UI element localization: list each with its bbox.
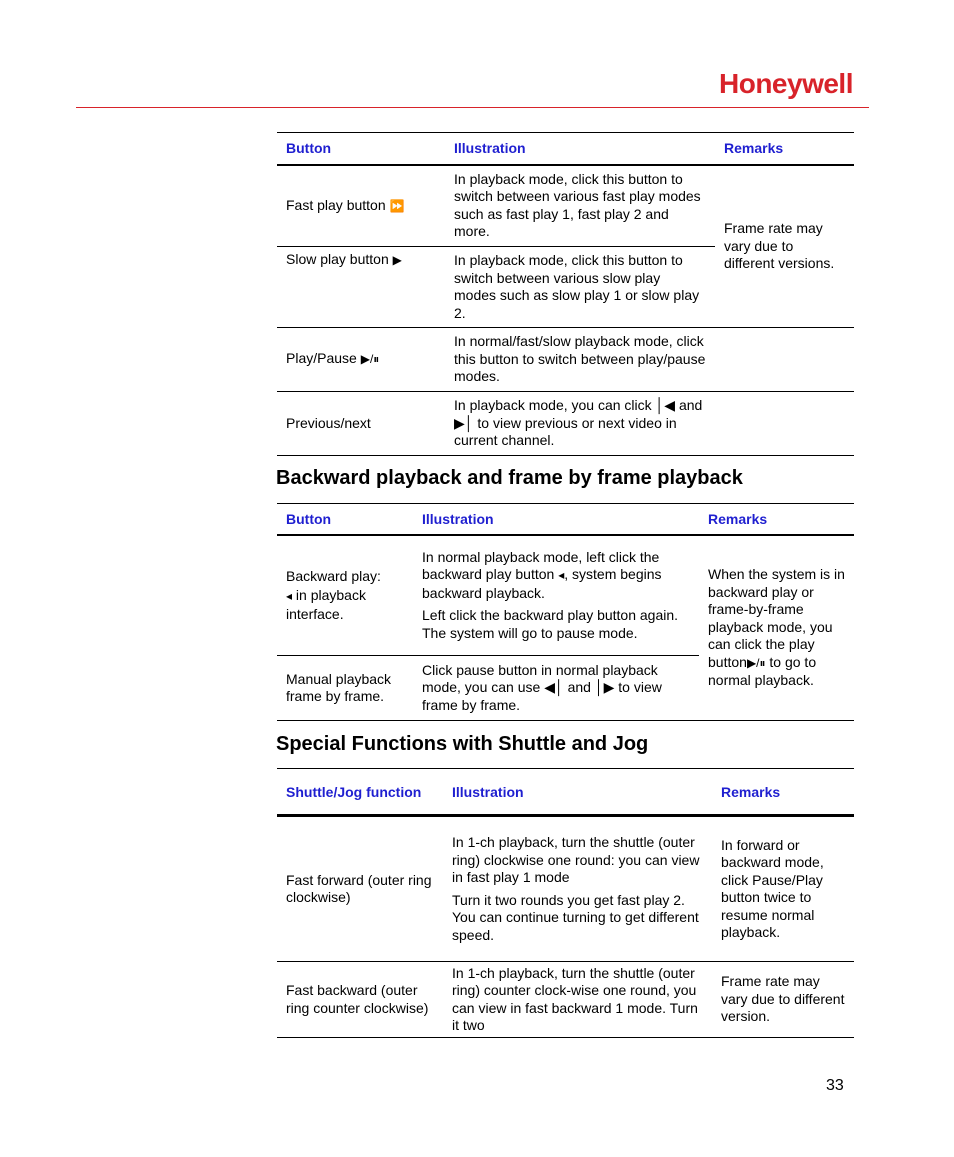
button-label: Fast play button [286, 196, 386, 213]
playback-buttons-table [277, 132, 854, 456]
section-title-shuttle-jog: Special Functions with Shuttle and Jog [276, 733, 649, 755]
col-header-remarks: Remarks [724, 140, 784, 157]
remarks-cell [715, 328, 854, 392]
button-cell [277, 328, 445, 392]
remarks-cell: In forward or backward mode, click Pause/Play button twice to resume normal playback. [721, 836, 824, 940]
backward-playback-table [277, 503, 854, 721]
section-title-backward-playback: Backward playback and frame by frame playback [276, 467, 743, 489]
illustration-cell: In 1-ch playback, turn the shuttle (outer ring) counter clock-wise one round, you can view in fast backward 1 mode. Turn it two [452, 964, 698, 1033]
shuttle-jog-table [277, 768, 854, 1038]
backward-play-icon: ◂ [558, 568, 565, 582]
col-header-function: Shuttle/Jog function [286, 783, 422, 800]
button-label: Slow play button [286, 251, 389, 267]
illustration-cell: In playback mode, click this button to switch between various fast play modes such as fast play 1, fast play 2 and more. [454, 170, 701, 240]
col-header-illustration: Illustration [422, 510, 494, 527]
play-pause-icon: ▶/⏸ [360, 352, 380, 367]
table-row [277, 328, 854, 392]
col-header-button: Button [286, 510, 332, 527]
button-label: Play/Pause [286, 350, 357, 367]
table-header-row [277, 769, 854, 816]
table-row [277, 816, 854, 962]
col-header-button: Button [286, 140, 332, 157]
button-cell [277, 165, 445, 247]
table-row [277, 962, 854, 1038]
table-row [277, 535, 854, 656]
function-cell: Fast backward (outer ring counter clockwise) [286, 982, 429, 1016]
header-rule [76, 107, 869, 108]
illustration-cell: Click pause button in normal playback mode, you can use ◀│ and │▶ to view frame by frame. [422, 661, 662, 713]
slow-play-icon: ▶ [392, 253, 402, 267]
illustration-cell: In playback mode, you can click │◀ and ▶│ to view previous or next video in current channel. [454, 397, 703, 449]
previous-frame-icon: ◀│ [544, 679, 564, 696]
next-frame-icon: │▶ [594, 679, 615, 696]
button-cell: Previous/next [286, 414, 371, 431]
next-icon: ▶│ [454, 414, 474, 431]
table-header-row [277, 133, 854, 165]
illustration-cell: In playback mode, click this button to switch between various slow play modes such as slow play 1 or slow play 2. [445, 247, 715, 328]
remarks-cell: Frame rate may vary due to different version. [721, 973, 845, 1025]
fast-play-icon: ⏩ [389, 198, 405, 213]
merged-remarks-cell: When the system is in backward play or frame-by-frame playback mode, you can click the play button▶/⏸ to go to normal playback. [699, 535, 854, 721]
merged-remarks-cell: Frame rate may vary due to different versions. [715, 165, 854, 328]
button-cell: Manual playback frame by frame. [286, 670, 392, 704]
illustration-cell: In 1-ch playback, turn the shuttle (outer ring) clockwise one round: you can view in fast play 1 mode Turn it two rounds you get fast play 2. You can continue turning to get different speed. [452, 834, 700, 943]
table-row [277, 392, 854, 456]
button-cell [277, 247, 445, 328]
col-header-remarks: Remarks [721, 783, 781, 800]
table-row [277, 165, 854, 247]
honeywell-logo: Honeywell [719, 68, 853, 99]
backward-play-icon: ◂ [286, 589, 293, 603]
illustration-cell: In normal playback mode, left click the backward play button ◂, system begins backward playback. Left click the backward play button again. The system will go to pause mode. [422, 548, 679, 641]
button-cell: Backward play: ◂ in playback interface. [286, 567, 381, 622]
function-cell: Fast forward (outer ring clockwise) [286, 871, 432, 905]
col-header-illustration: Illustration [452, 783, 524, 800]
col-header-remarks: Remarks [708, 510, 768, 527]
previous-icon: │◀ [655, 397, 676, 414]
play-pause-icon: ▶/⏸ [746, 655, 766, 670]
table-header-row [277, 504, 854, 535]
col-header-illustration: Illustration [454, 140, 526, 157]
page-number: 33 [826, 1077, 844, 1094]
remarks-cell [715, 392, 854, 456]
illustration-cell: In normal/fast/slow playback mode, click this button to switch between play/pause modes. [454, 333, 706, 385]
